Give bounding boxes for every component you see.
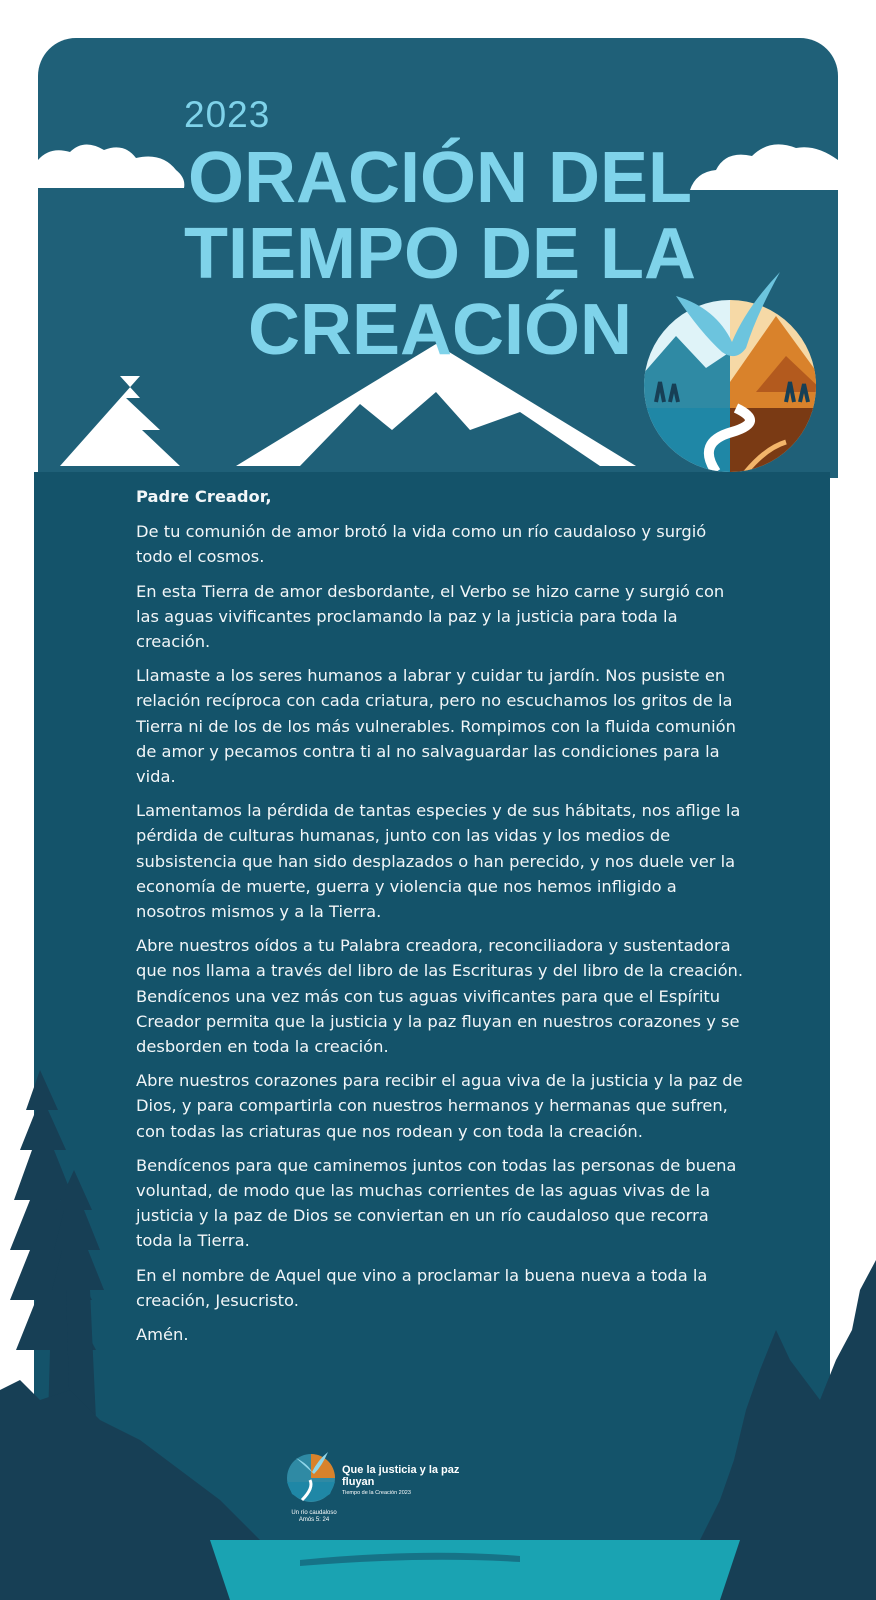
title-line-3: CREACIÓN bbox=[247, 290, 632, 370]
footer-tagline bbox=[284, 1510, 344, 1524]
footer-logo-subtitle: Tiempo de la Creación 2023 bbox=[342, 1490, 411, 1496]
prayer-closing: Amén. bbox=[136, 1325, 189, 1345]
footer-logo-title: Que la justicia y la paz fluyan bbox=[342, 1464, 460, 1488]
prayer-paragraph-7: Bendícenos para que caminemos juntos con todas las personas de buena voluntad, de modo que las muchas corrientes de las aguas vivas de la justicia y la paz de Dios se conviertan en un río caudaloso que recorra toda la Tierra. bbox=[136, 1155, 737, 1251]
prayer-paragraph-3: Llamaste a los seres humanos a labrar y cuidar tu jardín. Nos pusiste en relación recíproca con cada criatura, pero no escuchamos los gritos de la Tierra ni de los de los más vulnerables. Rompimos con la fluida comunión de amor y pecamos contra ti al no salvaguardar las condiciones para la vida. bbox=[136, 666, 736, 787]
title-line-1: ORACIÓN DEL bbox=[188, 138, 692, 218]
emblem-logo bbox=[636, 272, 824, 472]
prayer-salutation: Padre Creador, bbox=[136, 487, 272, 506]
prayer-paragraph-1: De tu comunión de amor brotó la vida como un río caudaloso y surgió todo el cosmos. bbox=[136, 522, 707, 567]
river-icon bbox=[210, 1540, 740, 1600]
footer-tagline-text: Un río caudaloso bbox=[291, 1510, 337, 1516]
prayer-paragraph-6: Abre nuestros corazones para recibir el agua viva de la justicia y la paz de Dios, y para compartirla con nuestros hermanos y hermanas que sufren, con todas las criaturas que nos rodean y con toda la creación. bbox=[136, 1071, 743, 1141]
prayer-paragraph-8: En el nombre de Aquel que vino a proclamar la buena nueva a toda la creación, Jesucristo. bbox=[136, 1265, 708, 1310]
prayer-paragraph-2: En esta Tierra de amor desbordante, el Verbo se hizo carne y surgió con las aguas vivificantes proclamando la paz y la justicia para toda la creación. bbox=[136, 581, 725, 652]
prayer-paragraph-5: Abre nuestros oídos a tu Palabra creadora, reconciliadora y sustentadora que nos llama a través del libro de las Escrituras y del libro de la creación. Bendícenos una vez más con tus aguas vivificantes para que el Espíritu Creador permita que la justicia y la paz fluyan en nuestros corazones y se desborden en toda la creación. bbox=[136, 936, 744, 1057]
footer-reference: Amós 5: 24 bbox=[298, 1517, 330, 1523]
title-line-2: TIEMPO DE LA bbox=[183, 214, 696, 294]
prayer-paragraph-4: Lamentamos la pérdida de tantas especies y de sus hábitats, nos aflige la pérdida de culturas humanas, junto con las vidas y los medios de subsistencia que han sido desplazados o han perecido, y nos duele ver la economía de muerte, guerra y violencia que nos hemos infligido a nosotros mismos y a la Tierra. bbox=[136, 801, 741, 922]
prayer-text bbox=[136, 484, 746, 1356]
tree-icon bbox=[60, 376, 180, 466]
year-label: 2023 bbox=[184, 94, 271, 135]
